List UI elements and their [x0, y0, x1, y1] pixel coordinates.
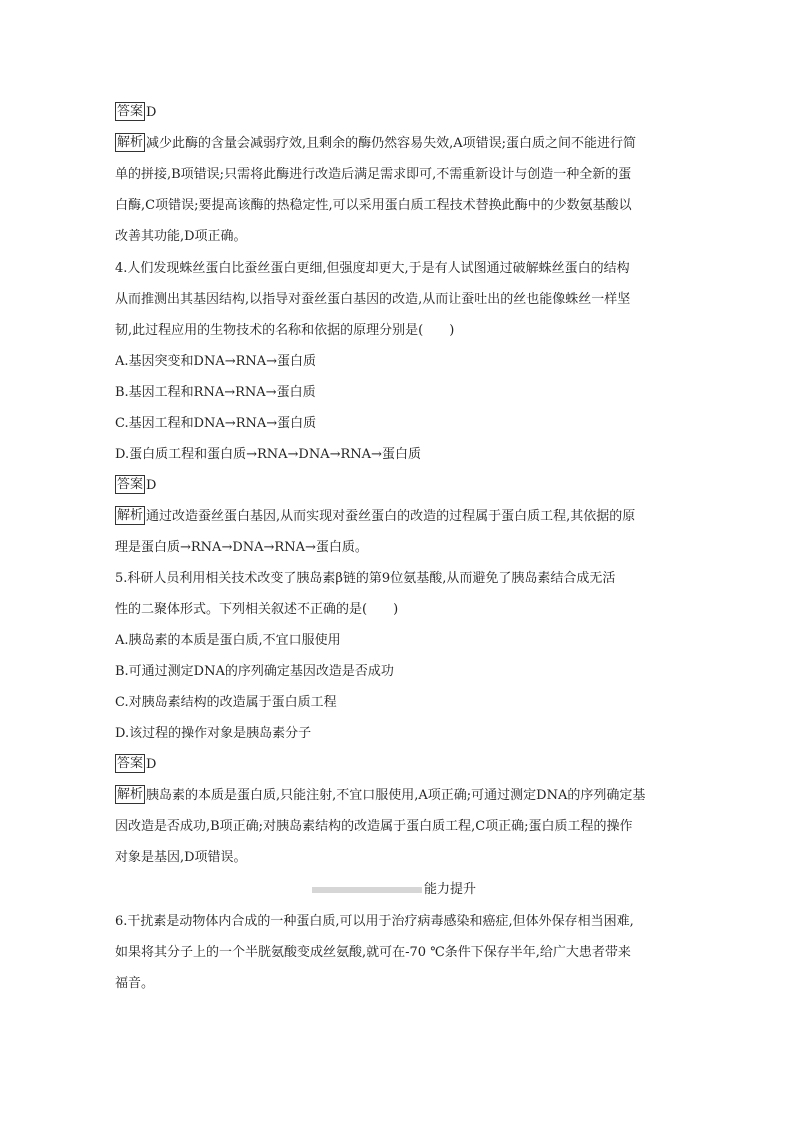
q4-option-b: B.基因工程和RNA→RNA→蛋白质: [115, 385, 316, 400]
answer-tag: 答案: [117, 104, 144, 119]
q5-option-b: B.可通过测定DNA的序列确定基因改造是否成功: [115, 664, 394, 679]
q4-option-a: A.基因突变和DNA→RNA→蛋白质: [115, 354, 317, 369]
section-title: 能力提升: [424, 882, 477, 897]
q4-option-c: C.基因工程和DNA→RNA→蛋白质: [115, 416, 317, 431]
q4-stem-line: 韧,此过程应用的生物技术的名称和依据的原理分别是( ): [115, 323, 455, 338]
q4-stem-line: 从而推测出其基因结构,以指导对蚕丝蛋白基因的改造,从而让蚕吐出的丝也能像蛛丝一样坚: [115, 292, 631, 307]
q5-option-a: A.胰岛素的本质是蛋白质,不宜口服使用: [115, 633, 341, 648]
q5-analysis-text: 胰岛素的本质是蛋白质,只能注射,不宜口服使用,A项正确;可通过测定DNA的序列确定基: [146, 788, 646, 803]
question-6: [115, 906, 681, 999]
q3-answer-line: [115, 97, 681, 128]
q3-answer: D: [146, 105, 157, 120]
q3-solution: [115, 97, 681, 252]
q4-analysis-line: 理是蛋白质→RNA→DNA→RNA→蛋白质。: [115, 540, 368, 555]
q4-analysis-text: 通过改造蚕丝蛋白基因,从而实现对蚕丝蛋白的改造的过程属于蛋白质工程,其依据的原: [146, 509, 636, 524]
q3-analysis-line: [115, 128, 681, 159]
q5-option-c: C.对胰岛素结构的改造属于蛋白质工程: [115, 695, 337, 710]
question-5: [115, 563, 681, 873]
q4-stem-line: 4.人们发现蛛丝蛋白比蚕丝蛋白更细,但强度却更大,于是有人试图通过破解蛛丝蛋白的结构: [115, 261, 630, 276]
q5-answer: D: [146, 757, 157, 772]
q3-analysis-line: 单的拼接,B项错误;只需将此酶进行改造后满足需求即可,不需重新设计与创造一种全新的蛋: [115, 167, 632, 182]
q5-analysis-line: 因改造是否成功,B项正确;对胰岛素结构的改造属于蛋白质工程,C项正确;蛋白质工程的操作: [115, 819, 633, 834]
question-4: [115, 253, 681, 563]
q5-option-d: D.该过程的操作对象是胰岛素分子: [115, 726, 312, 741]
q4-answer: D: [146, 478, 157, 493]
q4-answer-line: [115, 470, 681, 501]
section-bar: [312, 887, 422, 893]
q5-analysis-line: [115, 780, 681, 811]
q6-stem-line: 如果将其分子上的一个半胱氨酸变成丝氨酸,就可在-70 ℃条件下保存半年,给广大患者带来: [115, 945, 631, 960]
q4-option-d: D.蛋白质工程和蛋白质→RNA→DNA→RNA→蛋白质: [115, 447, 421, 462]
q5-analysis-line: 对象是基因,D项错误。: [115, 850, 247, 865]
q3-analysis-line: 改善其功能,D项正确。: [115, 229, 247, 244]
analysis-tag: 解析: [117, 787, 144, 802]
answer-tag: 答案: [117, 756, 144, 771]
section-heading: [312, 876, 476, 904]
q5-answer-line: [115, 749, 681, 780]
q4-analysis-line: [115, 501, 681, 532]
q5-stem-line: 性的二聚体形式。下列相关叙述不正确的是( ): [115, 602, 399, 617]
answer-tag: 答案: [117, 477, 144, 492]
q3-analysis-line: 白酶,C项错误;要提高该酶的热稳定性,可以采用蛋白质工程技术替换此酶中的少数氨基酸以: [115, 198, 632, 213]
analysis-tag: 解析: [117, 135, 144, 150]
q6-stem-line: 6.干扰素是动物体内合成的一种蛋白质,可以用于治疗病毒感染和癌症,但体外保存相当困难,: [115, 914, 634, 929]
q5-stem-line: 5.科研人员利用相关技术改变了胰岛素β链的第9位氨基酸,从而避免了胰岛素结合成无活: [115, 571, 616, 586]
q3-analysis-text: 减少此酶的含量会减弱疗效,且剩余的酶仍然容易失效,A项错误;蛋白质之间不能进行简: [146, 136, 637, 151]
q6-stem-line: 福音。: [115, 976, 155, 991]
analysis-tag: 解析: [117, 508, 144, 523]
